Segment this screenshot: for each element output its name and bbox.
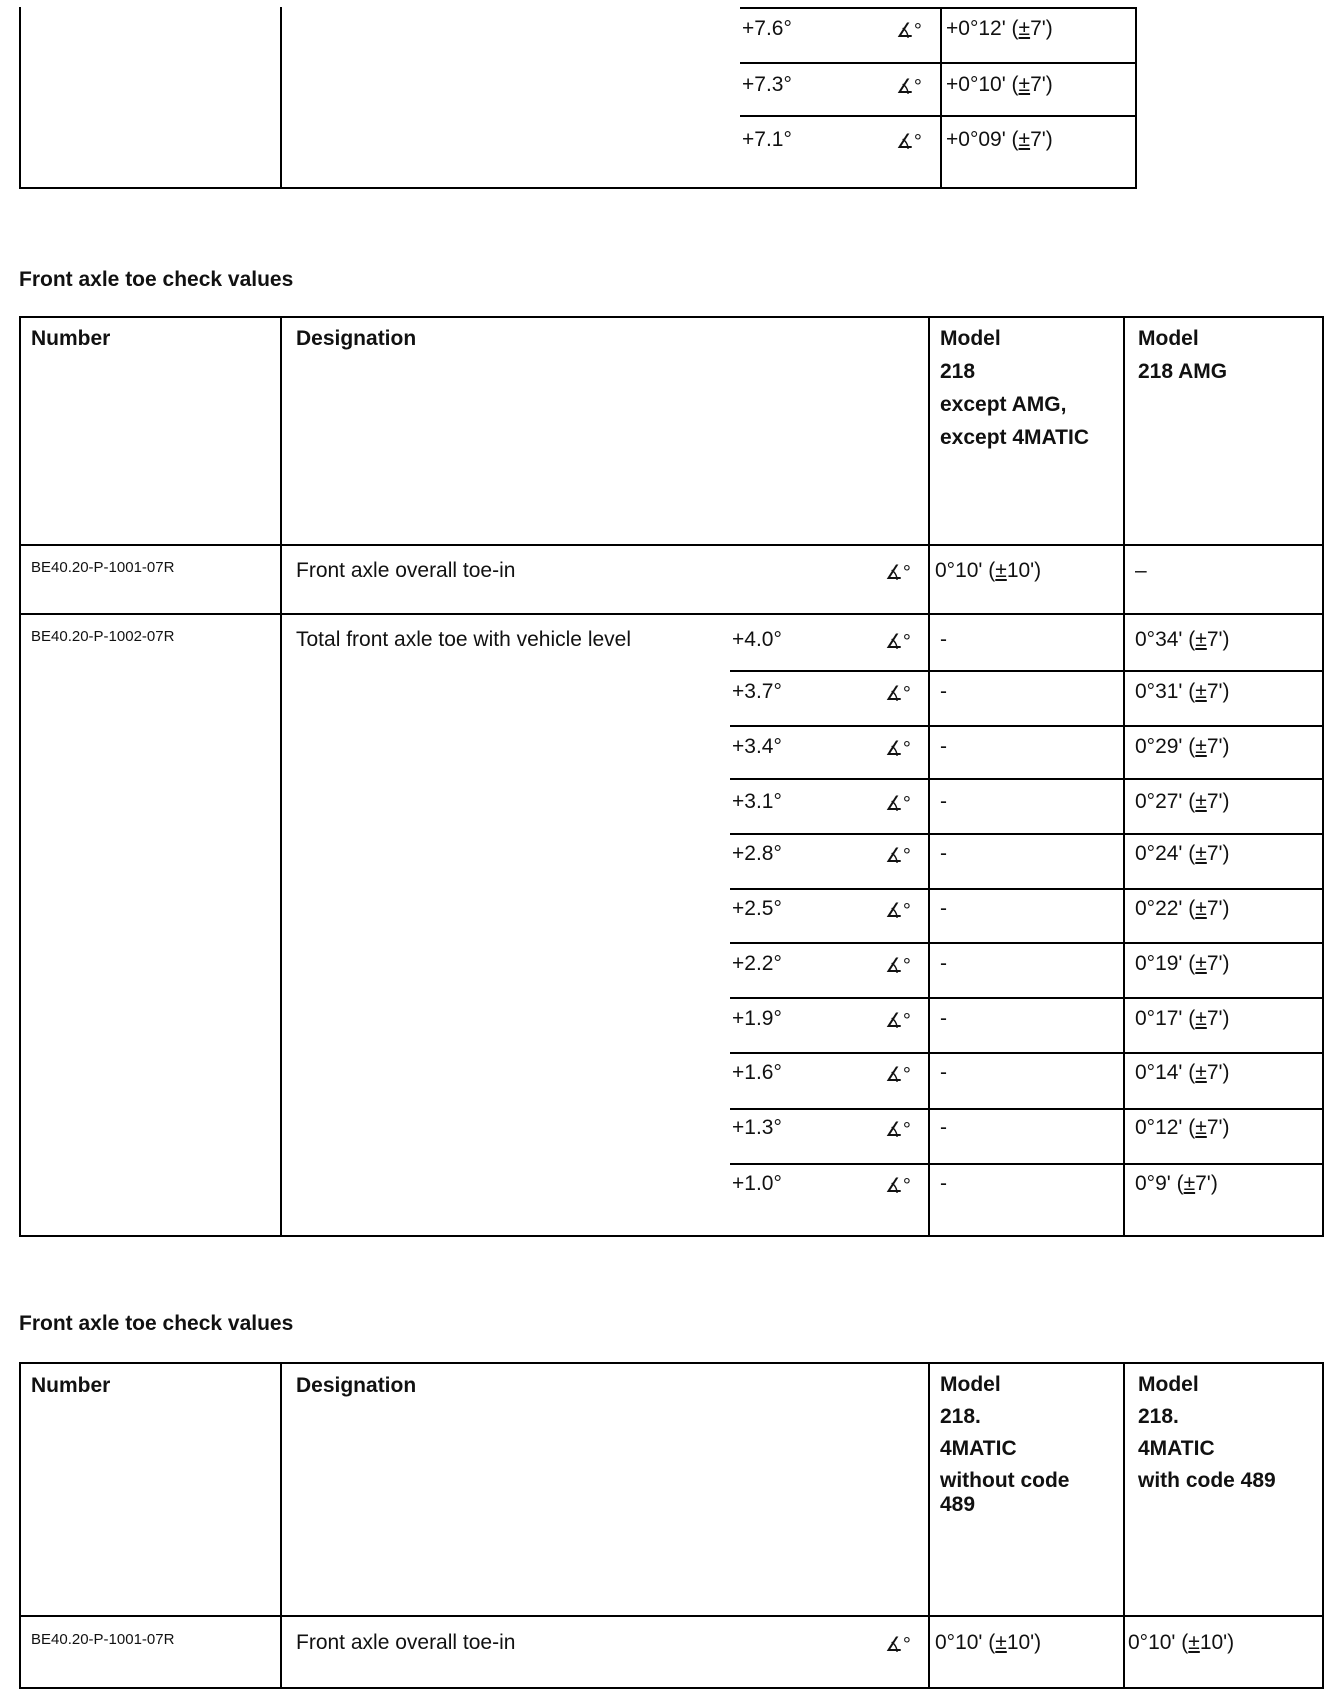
level-col1-value: - <box>940 952 947 975</box>
top-value-3: +0°09' (±7') <box>946 128 1053 151</box>
level-value: +1.6° <box>732 1061 782 1084</box>
level-value: +1.9° <box>732 1007 782 1030</box>
angle-icon: ∡° <box>885 793 911 815</box>
header-model-col1: Model 218 except AMG, except 4MATIC <box>940 327 1089 449</box>
level-col2-value: 0°34' (±7') <box>1135 628 1230 651</box>
level-col2-value: 0°17' (±7') <box>1135 1007 1230 1030</box>
angle-icon: ∡° <box>896 131 922 153</box>
angle-icon: ∡° <box>896 76 922 98</box>
level-col1-value: - <box>940 842 947 865</box>
angle-icon: ∡° <box>885 562 911 584</box>
level-value: +3.4° <box>732 735 782 758</box>
header-number: Number <box>31 327 111 350</box>
level-col2-value: 0°14' (±7') <box>1135 1061 1230 1084</box>
level-col2-value: 0°22' (±7') <box>1135 897 1230 920</box>
level-col1-value: - <box>940 897 947 920</box>
row-designation: Front axle overall toe-in <box>296 1631 516 1654</box>
header-designation: Designation <box>296 327 417 350</box>
top-value-2: +0°10' (±7') <box>946 73 1053 96</box>
level-col2-value: 0°19' (±7') <box>1135 952 1230 975</box>
level-value: +1.3° <box>732 1116 782 1139</box>
level-value: +2.8° <box>732 842 782 865</box>
level-col2-value: 0°27' (±7') <box>1135 790 1230 813</box>
row-value-col1: 0°10' (±10') <box>935 1631 1042 1654</box>
header-model-col2: Model 218 AMG <box>1138 327 1228 383</box>
angle-icon: ∡° <box>885 845 911 867</box>
level-value: +3.1° <box>732 790 782 813</box>
level-value: +4.0° <box>732 628 782 651</box>
level-col2-value: 0°31' (±7') <box>1135 680 1230 703</box>
row-value-col2: 0°10' (±10') <box>1128 1631 1235 1654</box>
level-col1-value: - <box>940 1061 947 1084</box>
level-value: +2.5° <box>732 897 782 920</box>
header-number: Number <box>31 1374 111 1397</box>
level-col1-value: - <box>940 1172 947 1195</box>
row-designation: Total front axle toe with vehicle level <box>296 628 632 651</box>
level-value: +1.0° <box>732 1172 782 1195</box>
angle-icon: ∡° <box>885 738 911 760</box>
level-value: +3.7° <box>732 680 782 703</box>
top-level-2: +7.3° <box>742 73 792 96</box>
row-number: BE40.20-P-1001-07R <box>31 559 175 576</box>
top-value-1: +0°12' (±7') <box>946 17 1053 40</box>
angle-icon: ∡° <box>885 1064 911 1086</box>
angle-icon: ∡° <box>885 1175 911 1197</box>
header-designation: Designation <box>296 1374 417 1397</box>
angle-icon: ∡° <box>885 631 911 653</box>
row-value-col2: – <box>1135 559 1147 582</box>
level-col2-value: 0°24' (±7') <box>1135 842 1230 865</box>
header-model-col1: Model 218. 4MATIC without code 489 <box>940 1373 1070 1516</box>
row-designation: Front axle overall toe-in <box>296 559 516 582</box>
row-number: BE40.20-P-1001-07R <box>31 1631 175 1648</box>
angle-icon: ∡° <box>896 20 922 42</box>
angle-icon: ∡° <box>885 1119 911 1141</box>
angle-icon: ∡° <box>885 955 911 977</box>
header-model-col2: Model 218. 4MATIC with code 489 <box>1138 1373 1276 1492</box>
row-value-col1: 0°10' (±10') <box>935 559 1042 582</box>
level-value: +2.2° <box>732 952 782 975</box>
level-col1-value: - <box>940 1116 947 1139</box>
angle-icon: ∡° <box>885 1010 911 1032</box>
level-col1-value: - <box>940 1007 947 1030</box>
section-title: Front axle toe check values <box>19 1312 294 1335</box>
level-col1-value: - <box>940 680 947 703</box>
level-col1-value: - <box>940 628 947 651</box>
top-level-3: +7.1° <box>742 128 792 151</box>
angle-icon: ∡° <box>885 683 911 705</box>
level-col2-value: 0°12' (±7') <box>1135 1116 1230 1139</box>
level-col1-value: - <box>940 735 947 758</box>
level-col2-value: 0°29' (±7') <box>1135 735 1230 758</box>
top-level-1: +7.6° <box>742 17 792 40</box>
angle-icon: ∡° <box>885 900 911 922</box>
level-col1-value: - <box>940 790 947 813</box>
level-col2-value: 0°9' (±7') <box>1135 1172 1218 1195</box>
angle-icon: ∡° <box>885 1634 911 1656</box>
row-number: BE40.20-P-1002-07R <box>31 628 175 645</box>
section-title: Front axle toe check values <box>19 268 294 291</box>
